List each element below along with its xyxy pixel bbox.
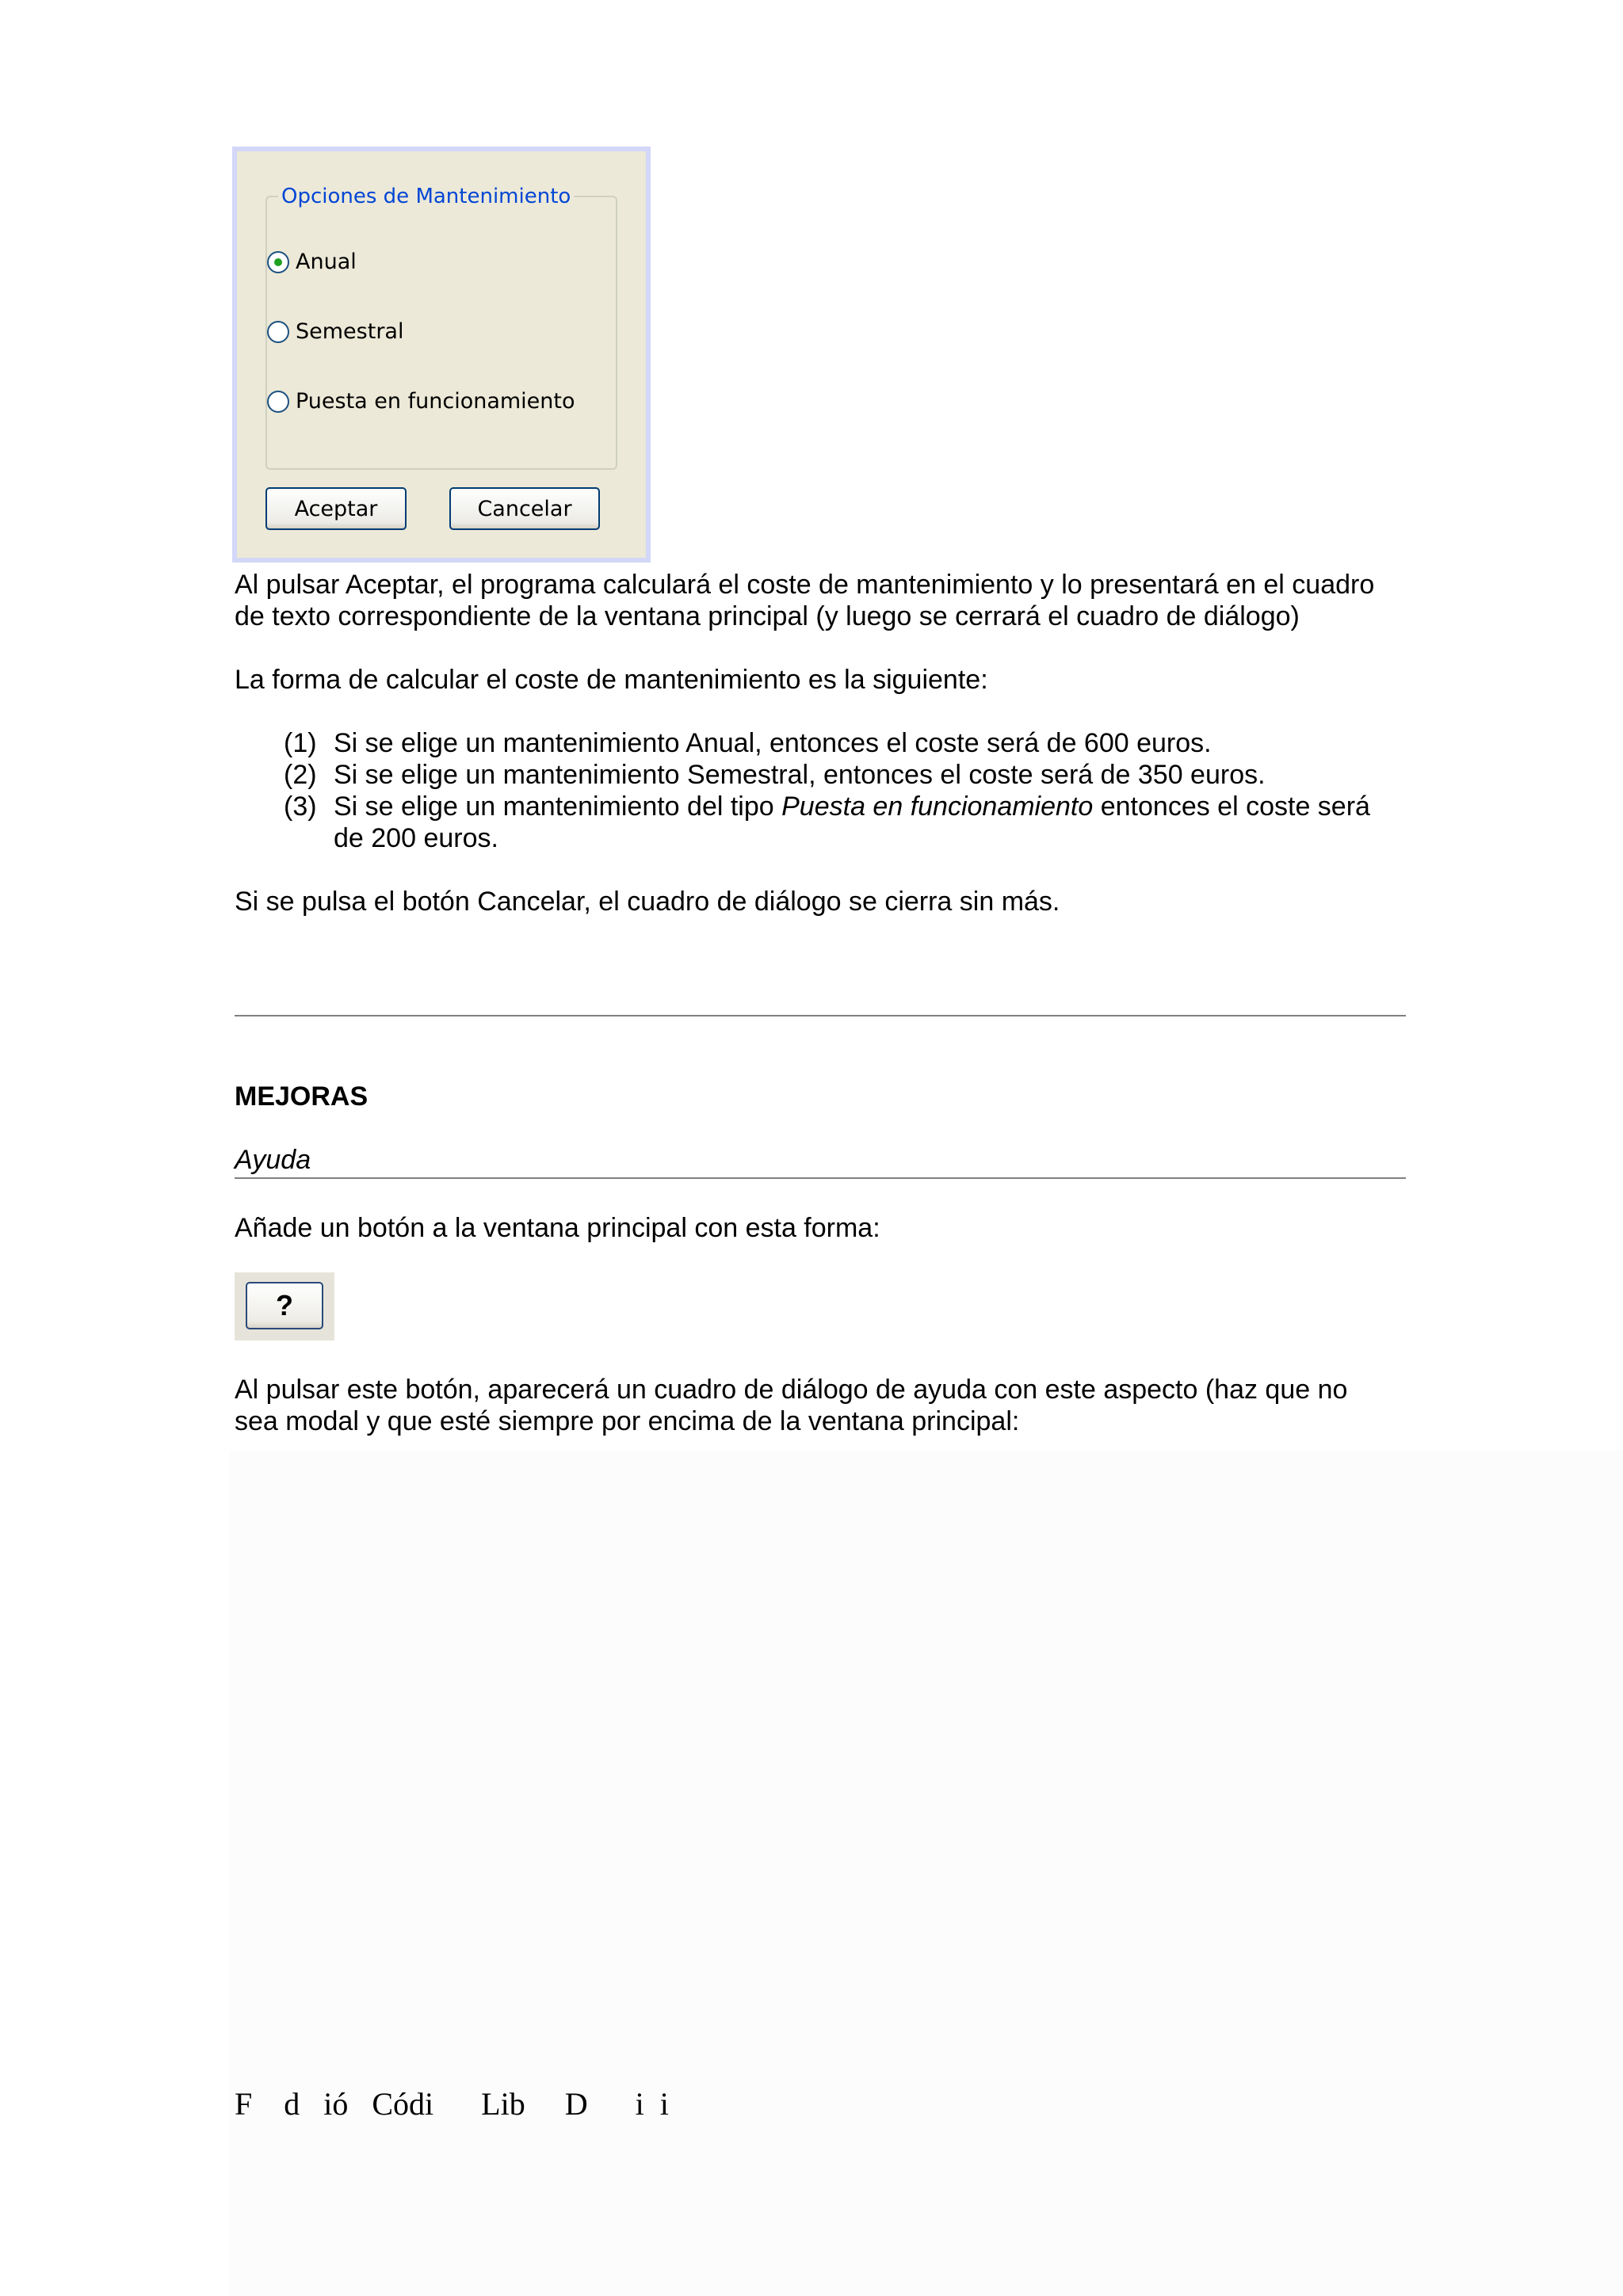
paragraph-4: Añade un botón a la ventana principal con esta forma: <box>235 1213 880 1243</box>
radio-unchecked-icon[interactable] <box>267 321 289 343</box>
maintenance-options-dialog <box>232 147 651 563</box>
radio-label-semestral: Semestral <box>296 319 404 344</box>
accept-button[interactable]: Aceptar <box>265 487 407 530</box>
list-item-text <box>334 791 1370 822</box>
list-item-number: (1) <box>284 728 317 758</box>
list-item-text-italic: Puesta en funcionamiento <box>781 791 1094 822</box>
radio-label-anual: Anual <box>296 250 357 274</box>
list-item-text: Si se elige un mantenimiento Semestral, entonces el coste será de 350 euros. <box>334 760 1266 790</box>
list-item-text-line-2: de 200 euros. <box>334 823 498 853</box>
radio-option-anual[interactable] <box>267 250 357 274</box>
radio-checked-icon[interactable] <box>267 251 289 273</box>
section-title: MEJORAS <box>235 1081 369 1112</box>
list-item-number: (2) <box>284 760 317 790</box>
help-button-sample <box>235 1272 334 1341</box>
list-item-text-start: Si se elige un mantenimiento del tipo <box>334 791 782 822</box>
paragraph-1-line-1: Al pulsar Aceptar, el programa calculará el coste de mantenimiento y lo presentará en el cuadro <box>235 570 1375 600</box>
list-item-text-end: entonces el coste será <box>1093 791 1370 822</box>
paragraph-2: La forma de calcular el coste de mantenimiento es la siguiente: <box>235 665 988 695</box>
footer-text: F d ió Códi Lib D i i <box>235 2086 669 2122</box>
groupbox-title: Opciones de Mantenimiento <box>278 185 574 208</box>
subsection-title: Ayuda <box>235 1145 311 1175</box>
horizontal-divider <box>235 1015 1406 1016</box>
radio-option-puesta[interactable] <box>267 389 575 414</box>
list-item-number: (3) <box>284 791 317 822</box>
cancel-button[interactable]: Cancelar <box>449 487 600 530</box>
radio-label-puesta: Puesta en funcionamiento <box>296 389 575 414</box>
image-placeholder <box>230 1450 1623 2296</box>
subsection-underline <box>235 1177 1406 1179</box>
paragraph-3: Si se pulsa el botón Cancelar, el cuadro de diálogo se cierra sin más. <box>235 887 1060 917</box>
list-item-text: Si se elige un mantenimiento Anual, entonces el coste será de 600 euros. <box>334 728 1212 758</box>
help-button[interactable]: ? <box>246 1282 323 1329</box>
radio-option-semestral[interactable] <box>267 319 403 344</box>
paragraph-1-line-2: de texto correspondiente de la ventana principal (y luego se cerrará el cuadro de diálogo) <box>235 601 1300 631</box>
paragraph-5-line-2: sea modal y que esté siempre por encima de la ventana principal: <box>235 1406 1020 1436</box>
paragraph-5-line-1: Al pulsar este botón, aparecerá un cuadro de diálogo de ayuda con este aspecto (haz que no <box>235 1375 1348 1405</box>
radio-unchecked-icon[interactable] <box>267 391 289 413</box>
